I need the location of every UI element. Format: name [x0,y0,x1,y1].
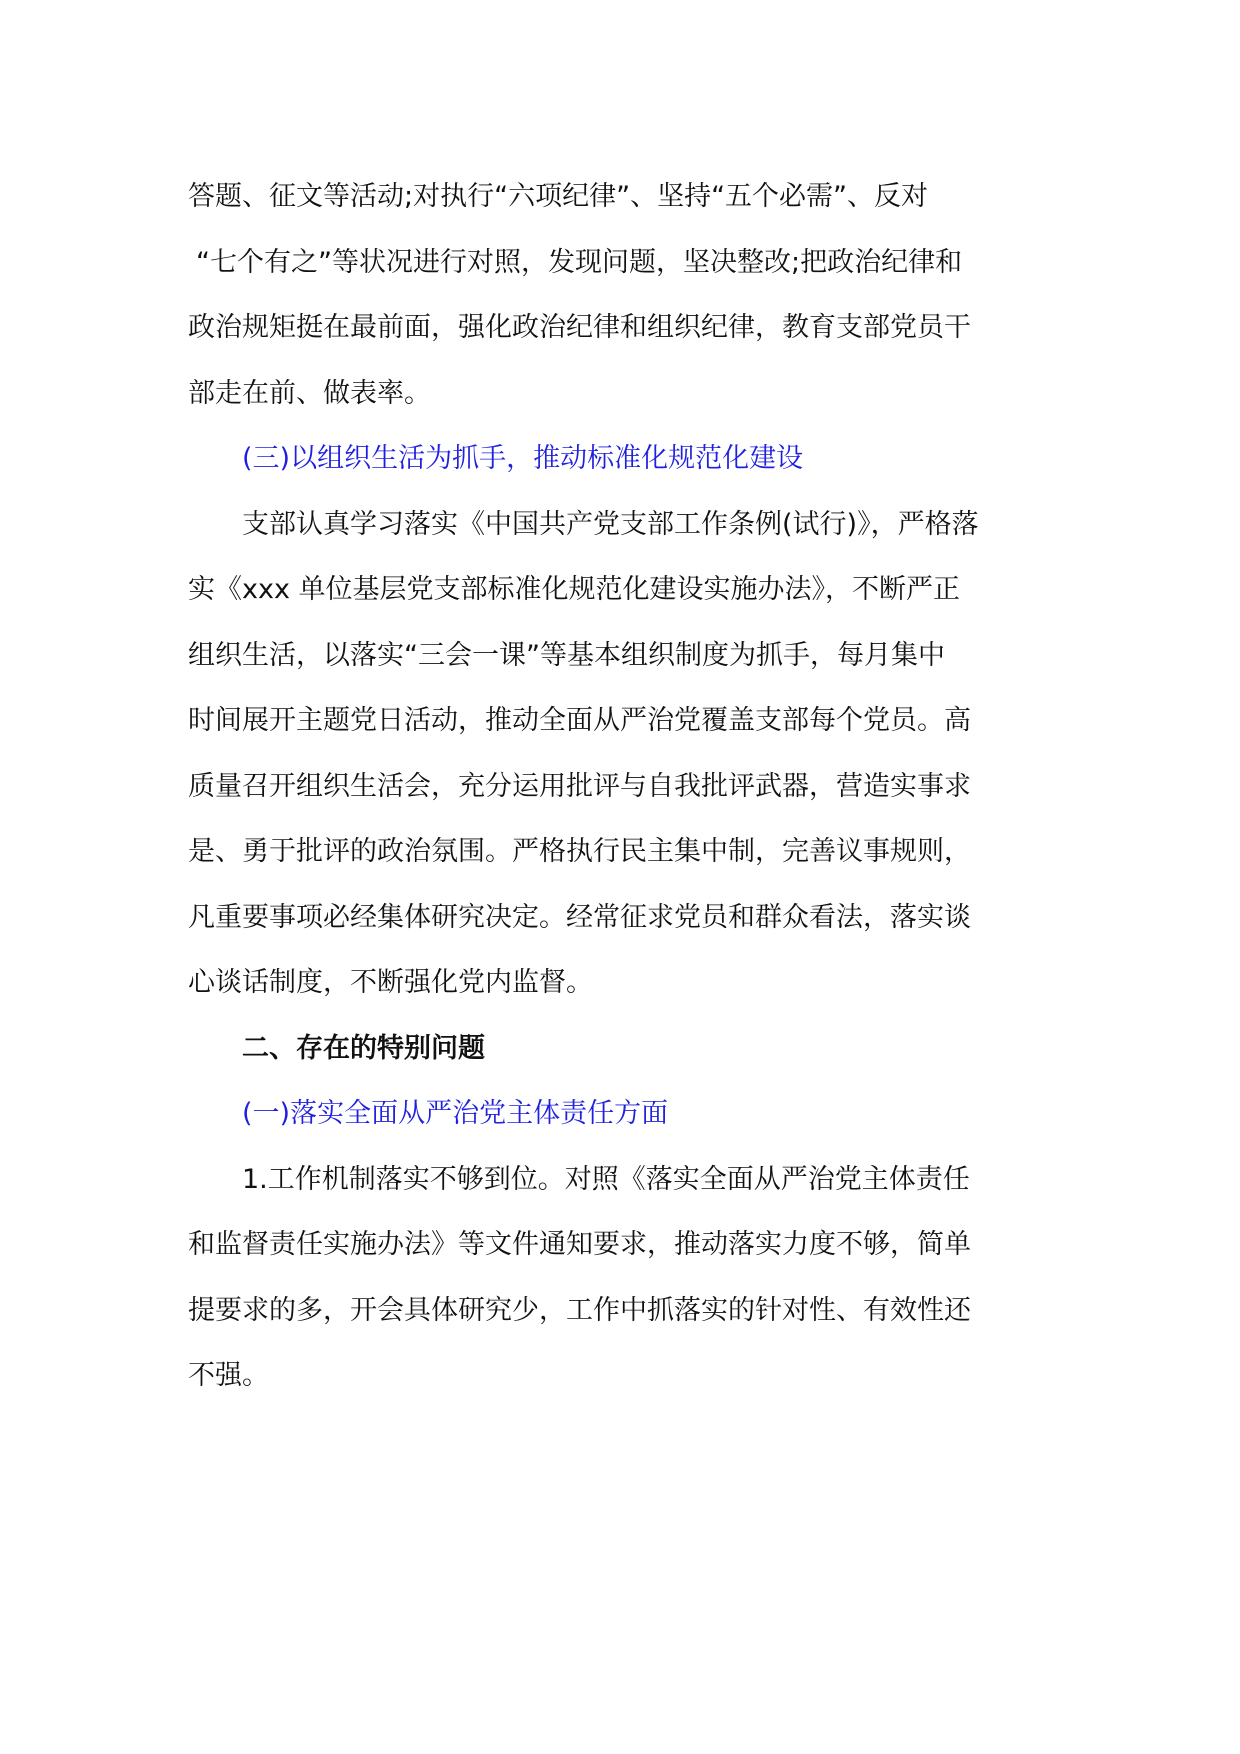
paragraph-line-5: 质量召开组织生活会，充分运用批评与自我批评武器，营造实事求 [188,770,971,802]
item-line-4: 不强。 [188,1360,269,1391]
section-heading-3: (三)以组织生活为抓手，推动标准化规范化建设 [242,443,804,474]
chapter-heading-2: 二、存在的特别问题 [242,1032,485,1064]
document-body [188,164,1058,1409]
body-line-2: “七个有之”等状况进行对照，发现问题，坚决整改;把政治纪律和 [196,246,963,278]
body-line-1: 答题、征文等活动;对执行“六项纪律”、坚持“五个必需”、反对 [188,181,929,212]
body-line-3: 政治规矩挺在最前面，强化政治纪律和组织纪律，教育支部党员干 [188,312,971,343]
paragraph-line-4: 时间展开主题党日活动，推动全面从严治党覆盖支部每个党员。高 [188,705,971,736]
item-line-2: 和监督责任实施办法》等文件通知要求，推动落实力度不够，简单 [188,1229,971,1260]
paragraph-line-6: 是、勇于批评的政治氛围。严格执行民主集中制，完善议事规则， [188,836,971,867]
section-heading-1: (一)落实全面从严治党主体责任方面 [242,1098,669,1129]
paragraph-line-7: 凡重要事项必经集体研究决定。经常征求党员和群众看法，落实谈 [188,901,971,933]
item-line-3: 提要求的多，开会具体研究少，工作中抓落实的针对性、有效性还 [188,1294,971,1326]
paragraph-line-1: 支部认真学习落实《中国共产党支部工作条例(试行)》，严格落 [242,508,979,540]
paragraph-line-2: 实《xxx 单位基层党支部标准化规范化建设实施办法》，不断严正 [188,574,961,605]
paragraph-line-8: 心谈话制度，不断强化党内监督。 [188,967,593,998]
body-line-4: 部走在前、做表率。 [188,377,431,409]
item-line-1: 1.工作机制落实不够到位。对照《落实全面从严治党主体责任 [242,1163,970,1195]
paragraph-line-3: 组织生活，以落实“三会一课”等基本组织制度为抓手，每月集中 [188,639,945,671]
